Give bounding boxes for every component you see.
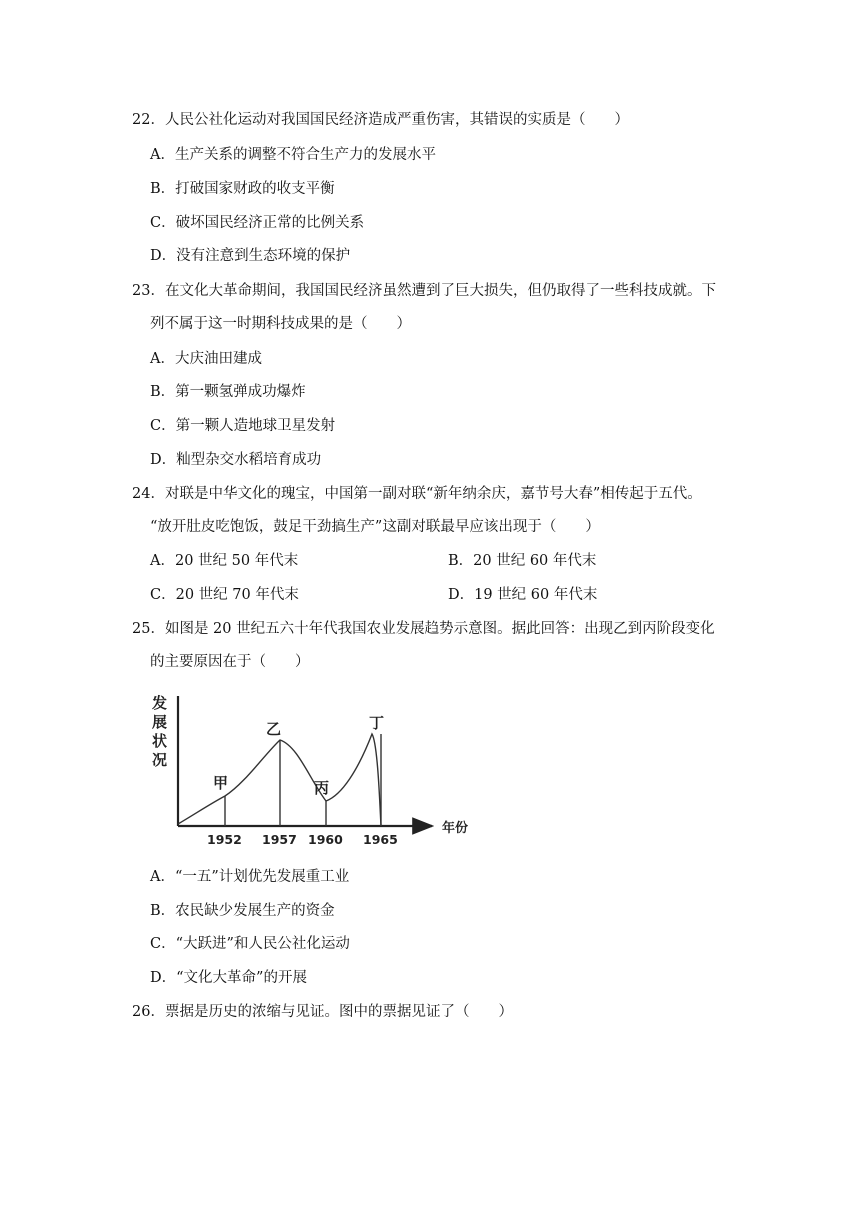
- x-tick-label: 1952: [207, 832, 242, 847]
- x-axis-label: 年份: [442, 821, 469, 836]
- question-22-option-c: C．破坏国民经济正常的比例关系: [150, 215, 365, 231]
- stage-label: 乙: [266, 720, 282, 738]
- stage-label: 丙: [314, 779, 330, 797]
- stage-label: 丁: [369, 714, 385, 732]
- question-25-option-b: B．农民缺少发展生产的资金: [150, 903, 335, 919]
- question-24-stem-cont: “放开肚皮吃饱饭，鼓足干劲搞生产”这副对联最早应该出现于（ ）: [150, 519, 600, 535]
- question-24-option-d: D．19 世纪 60 年代末: [448, 587, 598, 603]
- question-26-stem: 26．票据是历史的浓缩与见证。图中的票据见证了（ ）: [132, 1004, 513, 1020]
- x-tick-label: 1957: [262, 832, 297, 847]
- question-23-option-c: C．第一颗人造地球卫星发射: [150, 418, 336, 434]
- question-22-option-d: D．没有注意到生态环境的保护: [150, 248, 351, 264]
- y-axis-label-char: 发: [152, 694, 168, 712]
- question-22-option-a: A．生产关系的调整不符合生产力的发展水平: [150, 147, 436, 163]
- question-24-stem: 24．对联是中华文化的瑰宝，中国第一副对联“新年纳余庆，嘉节号大春”相传起于五代。: [132, 486, 702, 502]
- question-24-option-c: C．20 世纪 70 年代末: [150, 587, 299, 603]
- question-23-stem: 23．在文化大革命期间，我国国民经济虽然遭到了巨大损失，但仍取得了一些科技成就。下: [132, 283, 716, 299]
- x-tick-label: 1965: [363, 832, 398, 847]
- question-25-stem-cont: 的主要原因在于（ ）: [150, 654, 310, 670]
- y-axis-label-char: 状: [152, 732, 168, 750]
- x-tick-label: 1960: [308, 832, 343, 847]
- question-23-option-d: D．籼型杂交水稻培育成功: [150, 452, 322, 468]
- question-25-option-a: A．“一五”计划优先发展重工业: [150, 869, 350, 885]
- question-25-option-d: D．“文化大革命”的开展: [150, 970, 307, 986]
- y-axis-label: [151, 694, 167, 769]
- question-22-option-b: B．打破国家财政的收支平衡: [150, 181, 335, 197]
- question-24-option-a: A．20 世纪 50 年代末: [150, 553, 299, 569]
- question-22-stem: 22．人民公社化运动对我国国民经济造成严重伤害，其错误的实质是（ ）: [132, 112, 629, 128]
- question-25-stem: 25．如图是 20 世纪五六十年代我国农业发展趋势示意图。据此回答：出现乙到丙阶段变化: [132, 621, 715, 637]
- question-25-option-c: C．“大跃进”和人民公社化运动: [150, 936, 350, 952]
- y-axis-label-char: 况: [152, 751, 168, 769]
- agriculture-trend-chart: [150, 690, 490, 850]
- y-axis-label-char: 展: [152, 713, 168, 731]
- stage-label: 甲: [213, 774, 229, 792]
- question-23-option-b: B．第一颗氢弹成功爆炸: [150, 384, 306, 400]
- question-23-stem-cont: 列不属于这一时期科技成果的是（ ）: [150, 316, 411, 332]
- question-24-option-b: B．20 世纪 60 年代末: [448, 553, 597, 569]
- question-23-option-a: A．大庆油田建成: [150, 351, 262, 367]
